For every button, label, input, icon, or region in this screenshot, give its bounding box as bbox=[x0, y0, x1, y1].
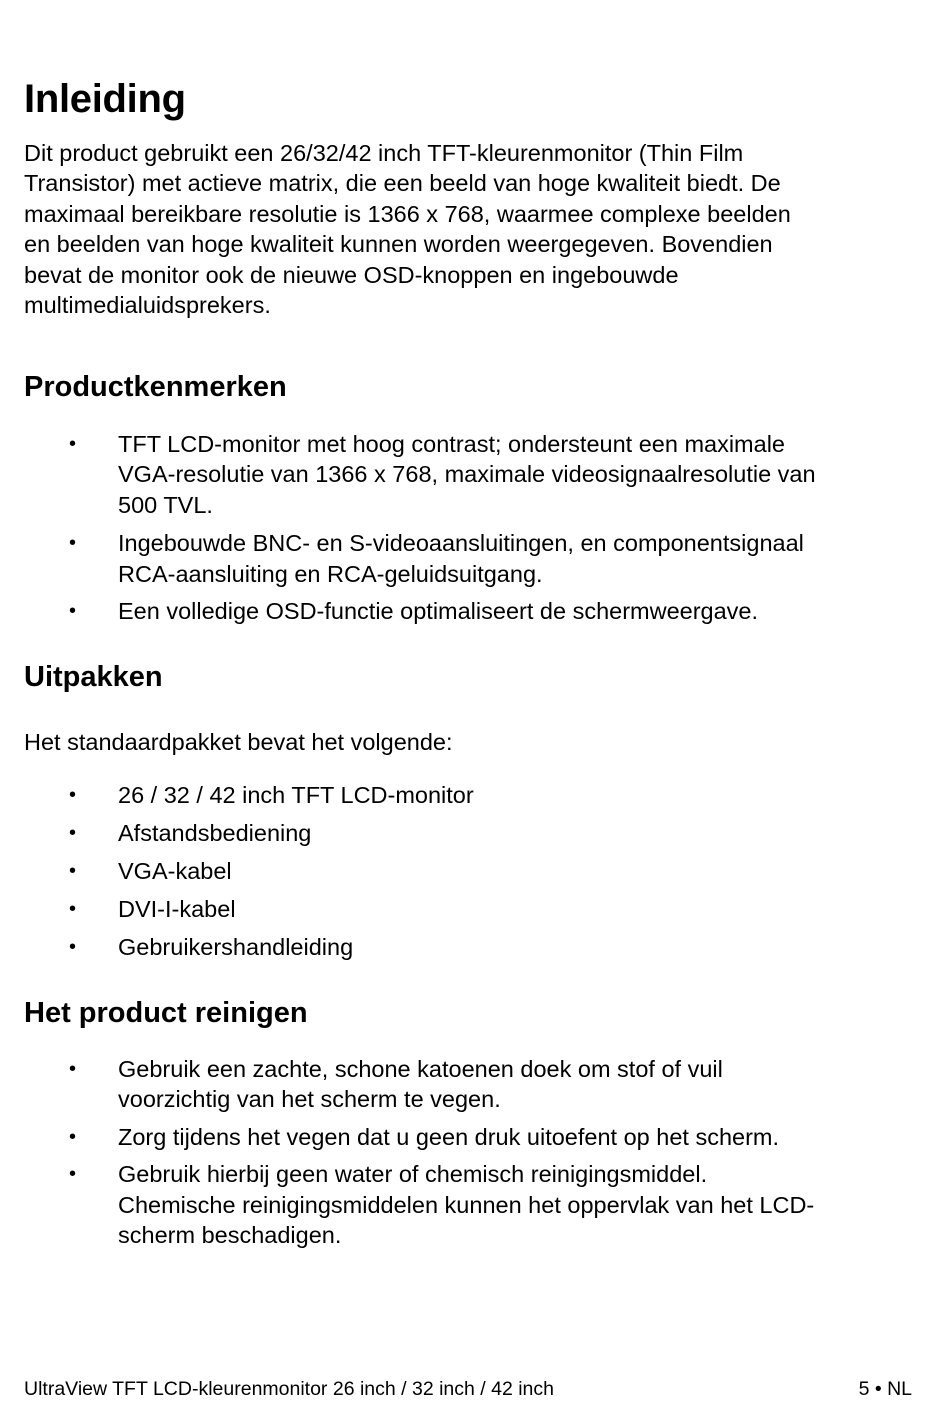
cleaning-list bbox=[24, 1054, 914, 1250]
footer-title: UltraView TFT LCD-kleurenmonitor 26 inch / 32 inch / 42 inch bbox=[24, 1378, 554, 1400]
intro-line: Dit product gebruikt een 26/32/42 inch TFT-kleurenmonitor (Thin Film bbox=[24, 140, 744, 166]
page-number: 5 • NL bbox=[858, 1378, 912, 1400]
intro-line: en beelden van hoge kwaliteit kunnen worden weergegeven. Bovendien bbox=[24, 231, 773, 258]
list-item: • Gebruik hierbij geen water of chemisch reinigingsmiddel. Chemische reinigingsmiddelen kunnen het oppervlak van het LCD- scherm beschadigen. bbox=[69, 1161, 815, 1249]
list-item: • VGA-kabel bbox=[24, 856, 914, 886]
heading-productkenmerken: Productkenmerken bbox=[24, 371, 287, 403]
page-footer bbox=[24, 1377, 912, 1401]
list-item: • DVI-I-kabel bbox=[24, 894, 914, 924]
bullet-icon: • bbox=[69, 1058, 77, 1080]
bullet-icon: • bbox=[69, 1163, 77, 1186]
intro-paragraph bbox=[24, 138, 904, 320]
bullet-icon: • bbox=[69, 600, 77, 623]
features-list bbox=[24, 429, 914, 626]
heading-inleiding: Inleiding bbox=[24, 77, 186, 121]
heading-het-product-reinigen: Het product reinigen bbox=[24, 997, 308, 1029]
bullet-icon: • bbox=[69, 897, 77, 920]
unpacking-list bbox=[24, 780, 914, 962]
bullet-icon: • bbox=[69, 935, 77, 958]
list-item: • Gebruikershandleiding bbox=[24, 932, 914, 962]
intro-line: multimedialuidsprekers. bbox=[24, 292, 271, 319]
intro-line: Transistor) met actieve matrix, die een beeld van hoge kwaliteit biedt. De bbox=[24, 170, 781, 197]
bullet-icon: • bbox=[69, 433, 77, 455]
list-item: • Een volledige OSD-functie optimaliseert de schermweergave. bbox=[24, 596, 914, 626]
unpacking-intro: Het standaardpakket bevat het volgende: bbox=[24, 729, 453, 755]
heading-uitpakken: Uitpakken bbox=[24, 661, 163, 693]
list-item: • Zorg tijdens het vegen dat u geen druk uitoefent op het scherm. bbox=[24, 1122, 914, 1152]
bullet-icon: • bbox=[69, 1125, 77, 1148]
list-item: • 26 / 32 / 42 inch TFT LCD-monitor bbox=[24, 780, 914, 810]
list-item: • Gebruik een zachte, schone katoenen doek om stof of vuil voorzichtig van het scherm te vegen. bbox=[69, 1056, 723, 1113]
intro-line: maximaal bereikbare resolutie is 1366 x 768, waarmee complexe beelden bbox=[24, 200, 791, 227]
intro-line: bevat de monitor ook de nieuwe OSD-knoppen en ingebouwde bbox=[24, 261, 679, 288]
list-item: • Ingebouwde BNC- en S-videoaansluitingen, en componentsignaal RCA-aansluiting en RCA-geluidsuitgang. bbox=[69, 530, 804, 587]
list-item: • TFT LCD-monitor met hoog contrast; ondersteunt een maximale VGA-resolutie van 1366 x 768, maximale videosignaalresolutie van 500 TVL. bbox=[69, 431, 816, 518]
bullet-icon: • bbox=[69, 532, 77, 555]
bullet-icon: • bbox=[69, 859, 77, 882]
bullet-icon: • bbox=[69, 784, 77, 806]
bullet-icon: • bbox=[69, 821, 77, 844]
list-item: • Afstandsbediening bbox=[24, 818, 914, 848]
